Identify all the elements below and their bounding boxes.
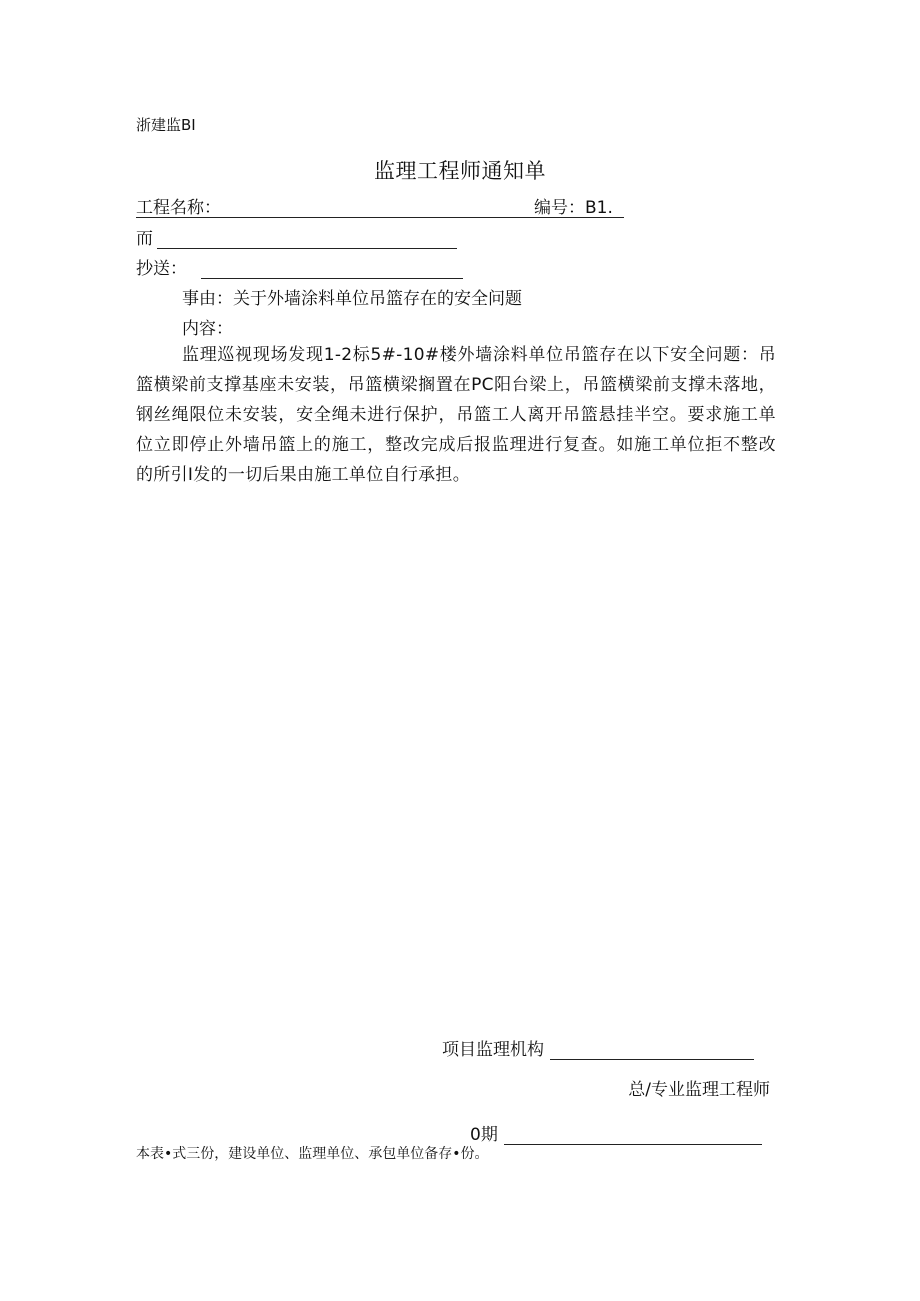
notice-subject: 事由：关于外墙涂料单位吊篮存在的安全问题 xyxy=(182,289,522,309)
cc-row xyxy=(136,254,463,279)
date-blank xyxy=(504,1126,762,1145)
supervision-org-label: 项目监理机构 xyxy=(442,1040,544,1060)
form-code: 浙建监BI xyxy=(136,116,196,134)
supervision-org-row xyxy=(442,1035,754,1060)
supervision-org-blank xyxy=(550,1041,754,1060)
footer-note: 本表•式三份，建设单位、监理单位、承包单位备存•份。 xyxy=(136,1146,489,1162)
engineer-label: 总/专业监理工程师 xyxy=(628,1080,770,1100)
date-row xyxy=(470,1120,762,1145)
date-label: 0期 xyxy=(470,1125,498,1145)
document-number-label: 编号：B1. xyxy=(534,198,613,218)
content-label: 内容： xyxy=(182,319,233,339)
notice-body: 监理巡视现场发现1-2标5#-10#楼外墙涂料单位吊篮存在以下安全问题：吊篮横梁前支撑基座未安装，吊篮横梁搁置在PC阳台梁上，吊篮横梁前支撑未落地，钢丝绳限位未安装，安全绳未进行保护，吊篮工人离开吊篮悬挂半空。要求施工单位立即停止外墙吊篮上的施工，整改完成后报监理进行复查。如施工单位拒不整改的所引I发的一切后果由施工单位自行承担。 xyxy=(136,345,776,485)
project-name-row xyxy=(136,193,624,218)
recipient-label: 而 xyxy=(136,229,153,249)
recipient-blank xyxy=(157,230,457,249)
page-title: 监理工程师通知单 xyxy=(374,159,546,183)
recipient-row xyxy=(136,224,457,249)
cc-label: 抄送： xyxy=(136,259,187,279)
cc-blank xyxy=(201,260,463,279)
project-name-label: 工程名称： xyxy=(136,198,221,218)
